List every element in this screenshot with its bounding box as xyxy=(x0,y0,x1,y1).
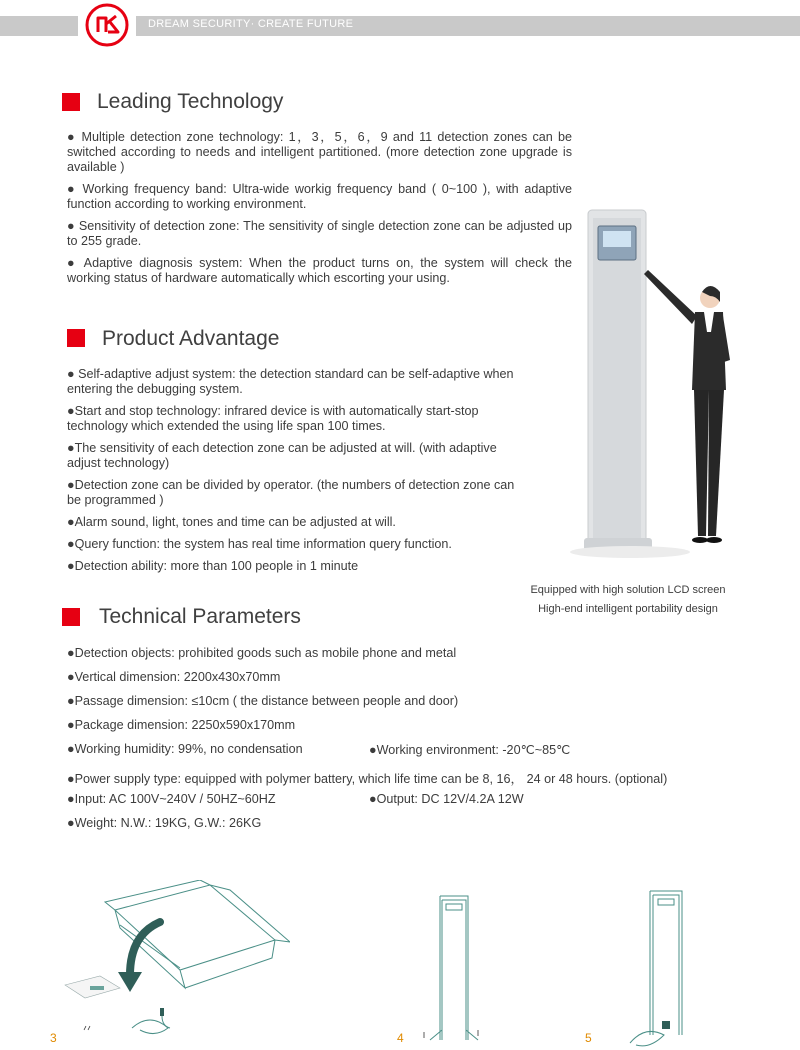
brand-logo-icon xyxy=(84,2,130,48)
section-marker-square xyxy=(67,329,85,347)
leading-item: ● Adaptive diagnosis system: When the product turns on, the system will check the working status of hardware automatically which escorting your using. xyxy=(67,256,572,285)
unpacking-box-illustration xyxy=(60,880,290,1040)
advantage-item: ●Alarm sound, light, tones and time can be adjusted at will. xyxy=(67,515,396,529)
advantage-item: ●The sensitivity of each detection zone can be adjusted at will. (with adaptive adjust technology) xyxy=(67,441,497,470)
header-bar-left xyxy=(0,16,78,36)
param-power-supply: ●Power supply type: equipped with polymer battery, which life time can be 8, 16， 24 or 48 hours. (optional) xyxy=(67,772,668,786)
param-vertical-dimension: ●Vertical dimension: 2200x430x70mm xyxy=(67,670,281,684)
leading-item: ● Sensitivity of detection zone: The sensitivity of single detection zone can be adjusted up to 255 grade. xyxy=(67,219,572,248)
leading-list xyxy=(67,130,572,293)
section-title-leading: Leading Technology xyxy=(97,90,284,113)
section-title-technical: Technical Parameters xyxy=(99,605,301,628)
advantage-item: ● Self-adaptive adjust system: the detection standard can be self-adaptive when entering the debugging system. xyxy=(67,367,514,396)
section-title-advantage: Product Advantage xyxy=(102,327,280,350)
param-passage-dimension: ●Passage dimension: ≤10cm ( the distance between people and door) xyxy=(67,694,459,708)
param-weight: ●Weight: N.W.: 19KG, G.W.: 26KG xyxy=(67,816,262,830)
section-marker-square xyxy=(62,93,80,111)
gate-assembled-illustration xyxy=(620,885,720,1050)
advantage-item: ●Start and stop technology: infrared device is with automatically start-stop technology which extended the using life span 100 times. xyxy=(67,404,479,433)
photo-caption-line1: Equipped with high solution LCD screen xyxy=(530,584,726,596)
leading-item: ● Working frequency band: Ultra-wide workig frequency band ( 0~100 ), with adaptive function according to working environment. xyxy=(67,182,572,211)
advantage-item: ●Detection ability: more than 100 people in 1 minute xyxy=(67,559,359,573)
section-marker-square xyxy=(62,608,80,626)
param-working-environment: ●Working environment: -20℃~85℃ xyxy=(369,743,571,757)
advantage-item: ●Detection zone can be divided by operator. (the numbers of detection zone can be programmed ) xyxy=(67,478,515,507)
step-number-4: 4 xyxy=(397,1031,404,1045)
advantage-item: ●Query function: the system has real time information query function. xyxy=(67,537,452,551)
photo-caption-line2: High-end intelligent portability design xyxy=(538,603,718,615)
advantage-list xyxy=(67,367,517,581)
detector-product-photo xyxy=(570,200,750,570)
param-input: ●Input: AC 100V~240V / 50HZ~60HZ xyxy=(67,792,276,806)
param-output: ●Output: DC 12V/4.2A 12W xyxy=(369,792,524,806)
header-tagline: DREAM SECURITY· CREATE FUTURE xyxy=(148,18,354,30)
param-package-dimension: ●Package dimension: 2250x590x170mm xyxy=(67,718,296,732)
param-detection-objects: ●Detection objects: prohibited goods such as mobile phone and metal xyxy=(67,646,457,660)
gate-outline-illustration xyxy=(420,890,490,1050)
step-number-3: 3 xyxy=(50,1031,57,1045)
param-working-humidity: ●Working humidity: 99%, no condensation xyxy=(67,742,303,756)
leading-item: ● Multiple detection zone technology: 1，3，5，6，9 and 11 detection zones can be switched according to needs and intelligent partitioned. (more detection zone upgrade is available ) xyxy=(67,130,572,174)
step-number-5: 5 xyxy=(585,1031,592,1045)
